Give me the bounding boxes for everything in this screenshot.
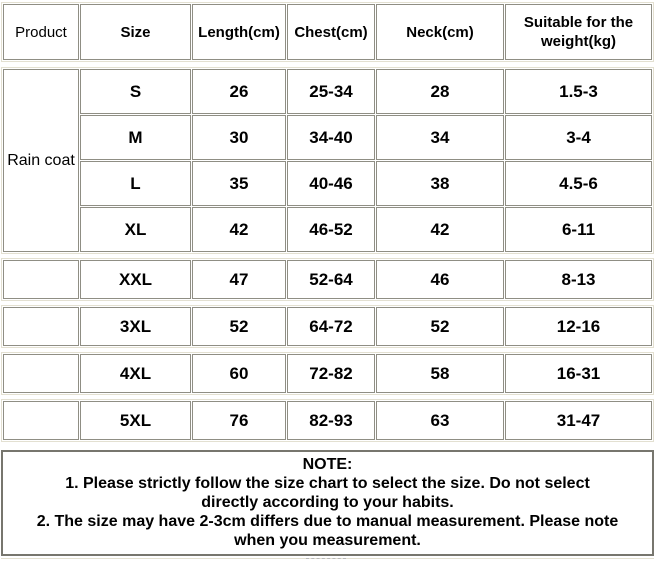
header-cell-chest: Chest(cm) xyxy=(287,4,375,60)
length-cell: 35 xyxy=(192,161,286,206)
size-cell: M xyxy=(80,115,191,160)
header-cell-neck: Neck(cm) xyxy=(376,4,504,60)
size-cell: 4XL xyxy=(80,354,191,393)
neck-cell: 63 xyxy=(376,401,504,440)
table-row-3xl xyxy=(3,307,652,346)
neck-cell: 58 xyxy=(376,354,504,393)
weight-cell: 6-11 xyxy=(505,207,652,252)
length-cell: 26 xyxy=(192,69,286,114)
neck-cell: 42 xyxy=(376,207,504,252)
chest-cell: 40-46 xyxy=(287,161,375,206)
size-chart-row-table-4xl xyxy=(1,352,654,395)
neck-cell: 38 xyxy=(376,161,504,206)
product-cell-empty xyxy=(3,260,79,299)
header-cell-product: Product xyxy=(3,4,79,60)
size-chart-row-table-5xl xyxy=(1,399,654,442)
note-line-2: directly according to your habits. xyxy=(201,494,454,511)
note-line-1: 1. Please strictly follow the size chart to select the size. Do not select xyxy=(65,475,590,492)
size-cell: XL xyxy=(80,207,191,252)
weight-cell: 8-13 xyxy=(505,260,652,299)
size-cell: L xyxy=(80,161,191,206)
weight-cell: 12-16 xyxy=(505,307,652,346)
note-line-4: when you measurement. xyxy=(234,532,421,549)
product-cell: Rain coat xyxy=(3,69,79,252)
chest-cell: 64-72 xyxy=(287,307,375,346)
chest-cell: 52-64 xyxy=(287,260,375,299)
weight-cell: 1.5-3 xyxy=(505,69,652,114)
size-chart-row-table-3xl xyxy=(1,305,654,348)
weight-cell: 31-47 xyxy=(505,401,652,440)
product-cell-empty xyxy=(3,307,79,346)
header-cell-weight: Suitable for the weight(kg) xyxy=(505,4,652,60)
size-chart-header-table xyxy=(1,2,654,62)
chest-cell: 72-82 xyxy=(287,354,375,393)
length-cell: 60 xyxy=(192,354,286,393)
table-row-5xl xyxy=(3,401,652,440)
table-row-m xyxy=(3,115,652,160)
header-cell-length: Length(cm) xyxy=(192,4,286,60)
size-cell: 5XL xyxy=(80,401,191,440)
note-title: NOTE: xyxy=(302,456,353,473)
product-cell-empty xyxy=(3,401,79,440)
weight-cell: 4.5-6 xyxy=(505,161,652,206)
size-cell: XXL xyxy=(80,260,191,299)
size-cell: S xyxy=(80,69,191,114)
length-cell: 30 xyxy=(192,115,286,160)
neck-cell: 46 xyxy=(376,260,504,299)
chest-cell: 46-52 xyxy=(287,207,375,252)
table-row-l xyxy=(3,161,652,206)
size-chart-body-table xyxy=(1,67,654,254)
size-chart-row-table-xxl xyxy=(1,258,654,301)
header-row xyxy=(3,4,652,60)
note-line-3: 2. The size may have 2-3cm differs due to manual measurement. Please note xyxy=(36,513,619,530)
header-cell-size: Size xyxy=(80,4,191,60)
neck-cell: 34 xyxy=(376,115,504,160)
length-cell: 42 xyxy=(192,207,286,252)
weight-cell: 3-4 xyxy=(505,115,652,160)
table-row-xxl xyxy=(3,260,652,299)
length-cell: 76 xyxy=(192,401,286,440)
length-cell: 52 xyxy=(192,307,286,346)
product-cell-empty xyxy=(3,354,79,393)
length-cell: 47 xyxy=(192,260,286,299)
neck-cell: 52 xyxy=(376,307,504,346)
table-row-s xyxy=(3,69,652,114)
chest-cell: 25-34 xyxy=(287,69,375,114)
size-cell: 3XL xyxy=(80,307,191,346)
neck-cell: 28 xyxy=(376,69,504,114)
chest-cell: 34-40 xyxy=(287,115,375,160)
note-box xyxy=(1,450,654,556)
weight-cell: 16-31 xyxy=(505,354,652,393)
chest-cell: 82-93 xyxy=(287,401,375,440)
table-row-xl xyxy=(3,207,652,252)
table-row-4xl xyxy=(3,354,652,393)
next-table-dashed-cell-edge xyxy=(306,558,346,559)
